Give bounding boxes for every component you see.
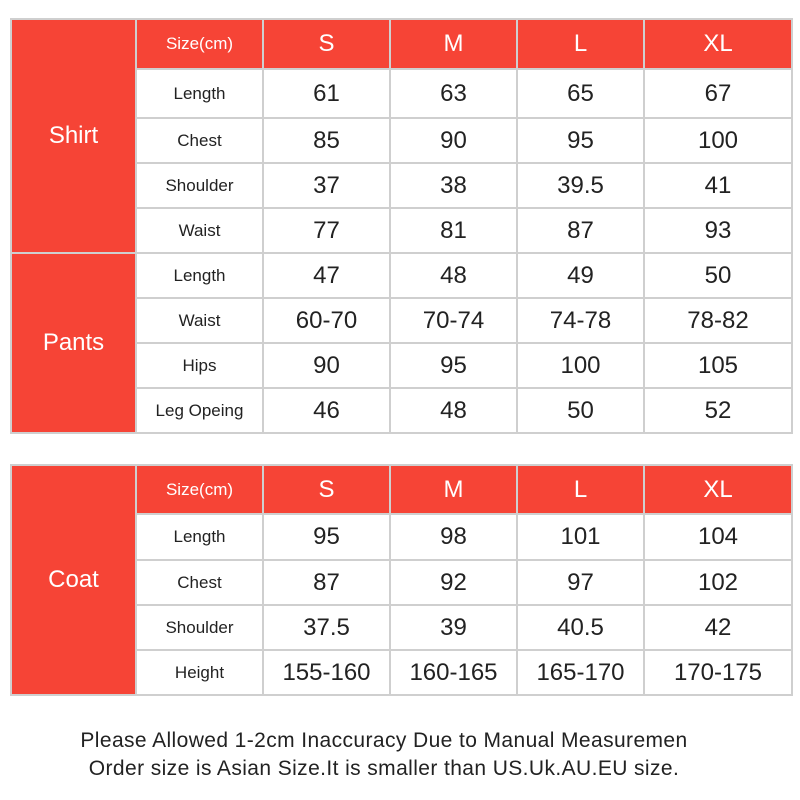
cell-value: 95 bbox=[391, 344, 518, 389]
category-pants: Pants bbox=[12, 254, 137, 434]
cell-value: 93 bbox=[645, 209, 793, 254]
cell-value: 100 bbox=[645, 119, 793, 164]
cell-value: 87 bbox=[264, 561, 391, 606]
size-header-s: S bbox=[264, 20, 391, 70]
size-header-l: L bbox=[518, 20, 645, 70]
cell-value: 95 bbox=[264, 515, 391, 561]
cell-value: 170-175 bbox=[645, 651, 793, 696]
row-label: Chest bbox=[137, 119, 264, 164]
cell-value: 97 bbox=[518, 561, 645, 606]
coat-size-table bbox=[10, 464, 793, 696]
size-header-l: L bbox=[518, 466, 645, 515]
category-coat: Coat bbox=[12, 466, 137, 696]
cell-value: 70-74 bbox=[391, 299, 518, 344]
size-header-label: Size(cm) bbox=[137, 466, 264, 515]
cell-value: 90 bbox=[391, 119, 518, 164]
cell-value: 47 bbox=[264, 254, 391, 299]
cell-value: 60-70 bbox=[264, 299, 391, 344]
row-label: Height bbox=[137, 651, 264, 696]
cell-value: 90 bbox=[264, 344, 391, 389]
cell-value: 48 bbox=[391, 254, 518, 299]
cell-value: 52 bbox=[645, 389, 793, 434]
row-label: Hips bbox=[137, 344, 264, 389]
cell-value: 92 bbox=[391, 561, 518, 606]
cell-value: 74-78 bbox=[518, 299, 645, 344]
cell-value: 105 bbox=[645, 344, 793, 389]
table-row bbox=[12, 254, 793, 299]
cell-value: 61 bbox=[264, 70, 391, 119]
cell-value: 165-170 bbox=[518, 651, 645, 696]
row-label: Chest bbox=[137, 561, 264, 606]
size-header-xl: XL bbox=[645, 466, 793, 515]
cell-value: 102 bbox=[645, 561, 793, 606]
category-shirt: Shirt bbox=[12, 20, 137, 254]
cell-value: 50 bbox=[645, 254, 793, 299]
cell-value: 50 bbox=[518, 389, 645, 434]
row-label: Waist bbox=[137, 209, 264, 254]
cell-value: 63 bbox=[391, 70, 518, 119]
cell-value: 100 bbox=[518, 344, 645, 389]
cell-value: 46 bbox=[264, 389, 391, 434]
cell-value: 38 bbox=[391, 164, 518, 209]
cell-value: 40.5 bbox=[518, 606, 645, 651]
accuracy-note: Please Allowed 1-2cm Inaccuracy Due to Manual Measuremen bbox=[80, 729, 688, 752]
cell-value: 37.5 bbox=[264, 606, 391, 651]
size-header-s: S bbox=[264, 466, 391, 515]
cell-value: 41 bbox=[645, 164, 793, 209]
cell-value: 78-82 bbox=[645, 299, 793, 344]
cell-value: 37 bbox=[264, 164, 391, 209]
size-header-m: M bbox=[391, 20, 518, 70]
cell-value: 48 bbox=[391, 389, 518, 434]
cell-value: 77 bbox=[264, 209, 391, 254]
row-label: Length bbox=[137, 515, 264, 561]
asian-size-note: Order size is Asian Size.It is smaller than US.Uk.AU.EU size. bbox=[88, 757, 680, 780]
cell-value: 65 bbox=[518, 70, 645, 119]
row-label: Waist bbox=[137, 299, 264, 344]
cell-value: 81 bbox=[391, 209, 518, 254]
row-label: Shoulder bbox=[137, 606, 264, 651]
cell-value: 95 bbox=[518, 119, 645, 164]
cell-value: 87 bbox=[518, 209, 645, 254]
shirt-pants-size-table bbox=[10, 18, 793, 434]
header-row bbox=[12, 466, 793, 515]
cell-value: 160-165 bbox=[391, 651, 518, 696]
cell-value: 39.5 bbox=[518, 164, 645, 209]
size-header-label: Size(cm) bbox=[137, 20, 264, 70]
cell-value: 85 bbox=[264, 119, 391, 164]
cell-value: 98 bbox=[391, 515, 518, 561]
cell-value: 67 bbox=[645, 70, 793, 119]
row-label: Length bbox=[137, 254, 264, 299]
cell-value: 42 bbox=[645, 606, 793, 651]
cell-value: 39 bbox=[391, 606, 518, 651]
row-label: Shoulder bbox=[137, 164, 264, 209]
cell-value: 155-160 bbox=[264, 651, 391, 696]
row-label: Leg Opeing bbox=[137, 389, 264, 434]
cell-value: 101 bbox=[518, 515, 645, 561]
cell-value: 49 bbox=[518, 254, 645, 299]
row-label: Length bbox=[137, 70, 264, 119]
size-header-m: M bbox=[391, 466, 518, 515]
cell-value: 104 bbox=[645, 515, 793, 561]
size-header-xl: XL bbox=[645, 20, 793, 70]
header-row bbox=[12, 20, 793, 70]
